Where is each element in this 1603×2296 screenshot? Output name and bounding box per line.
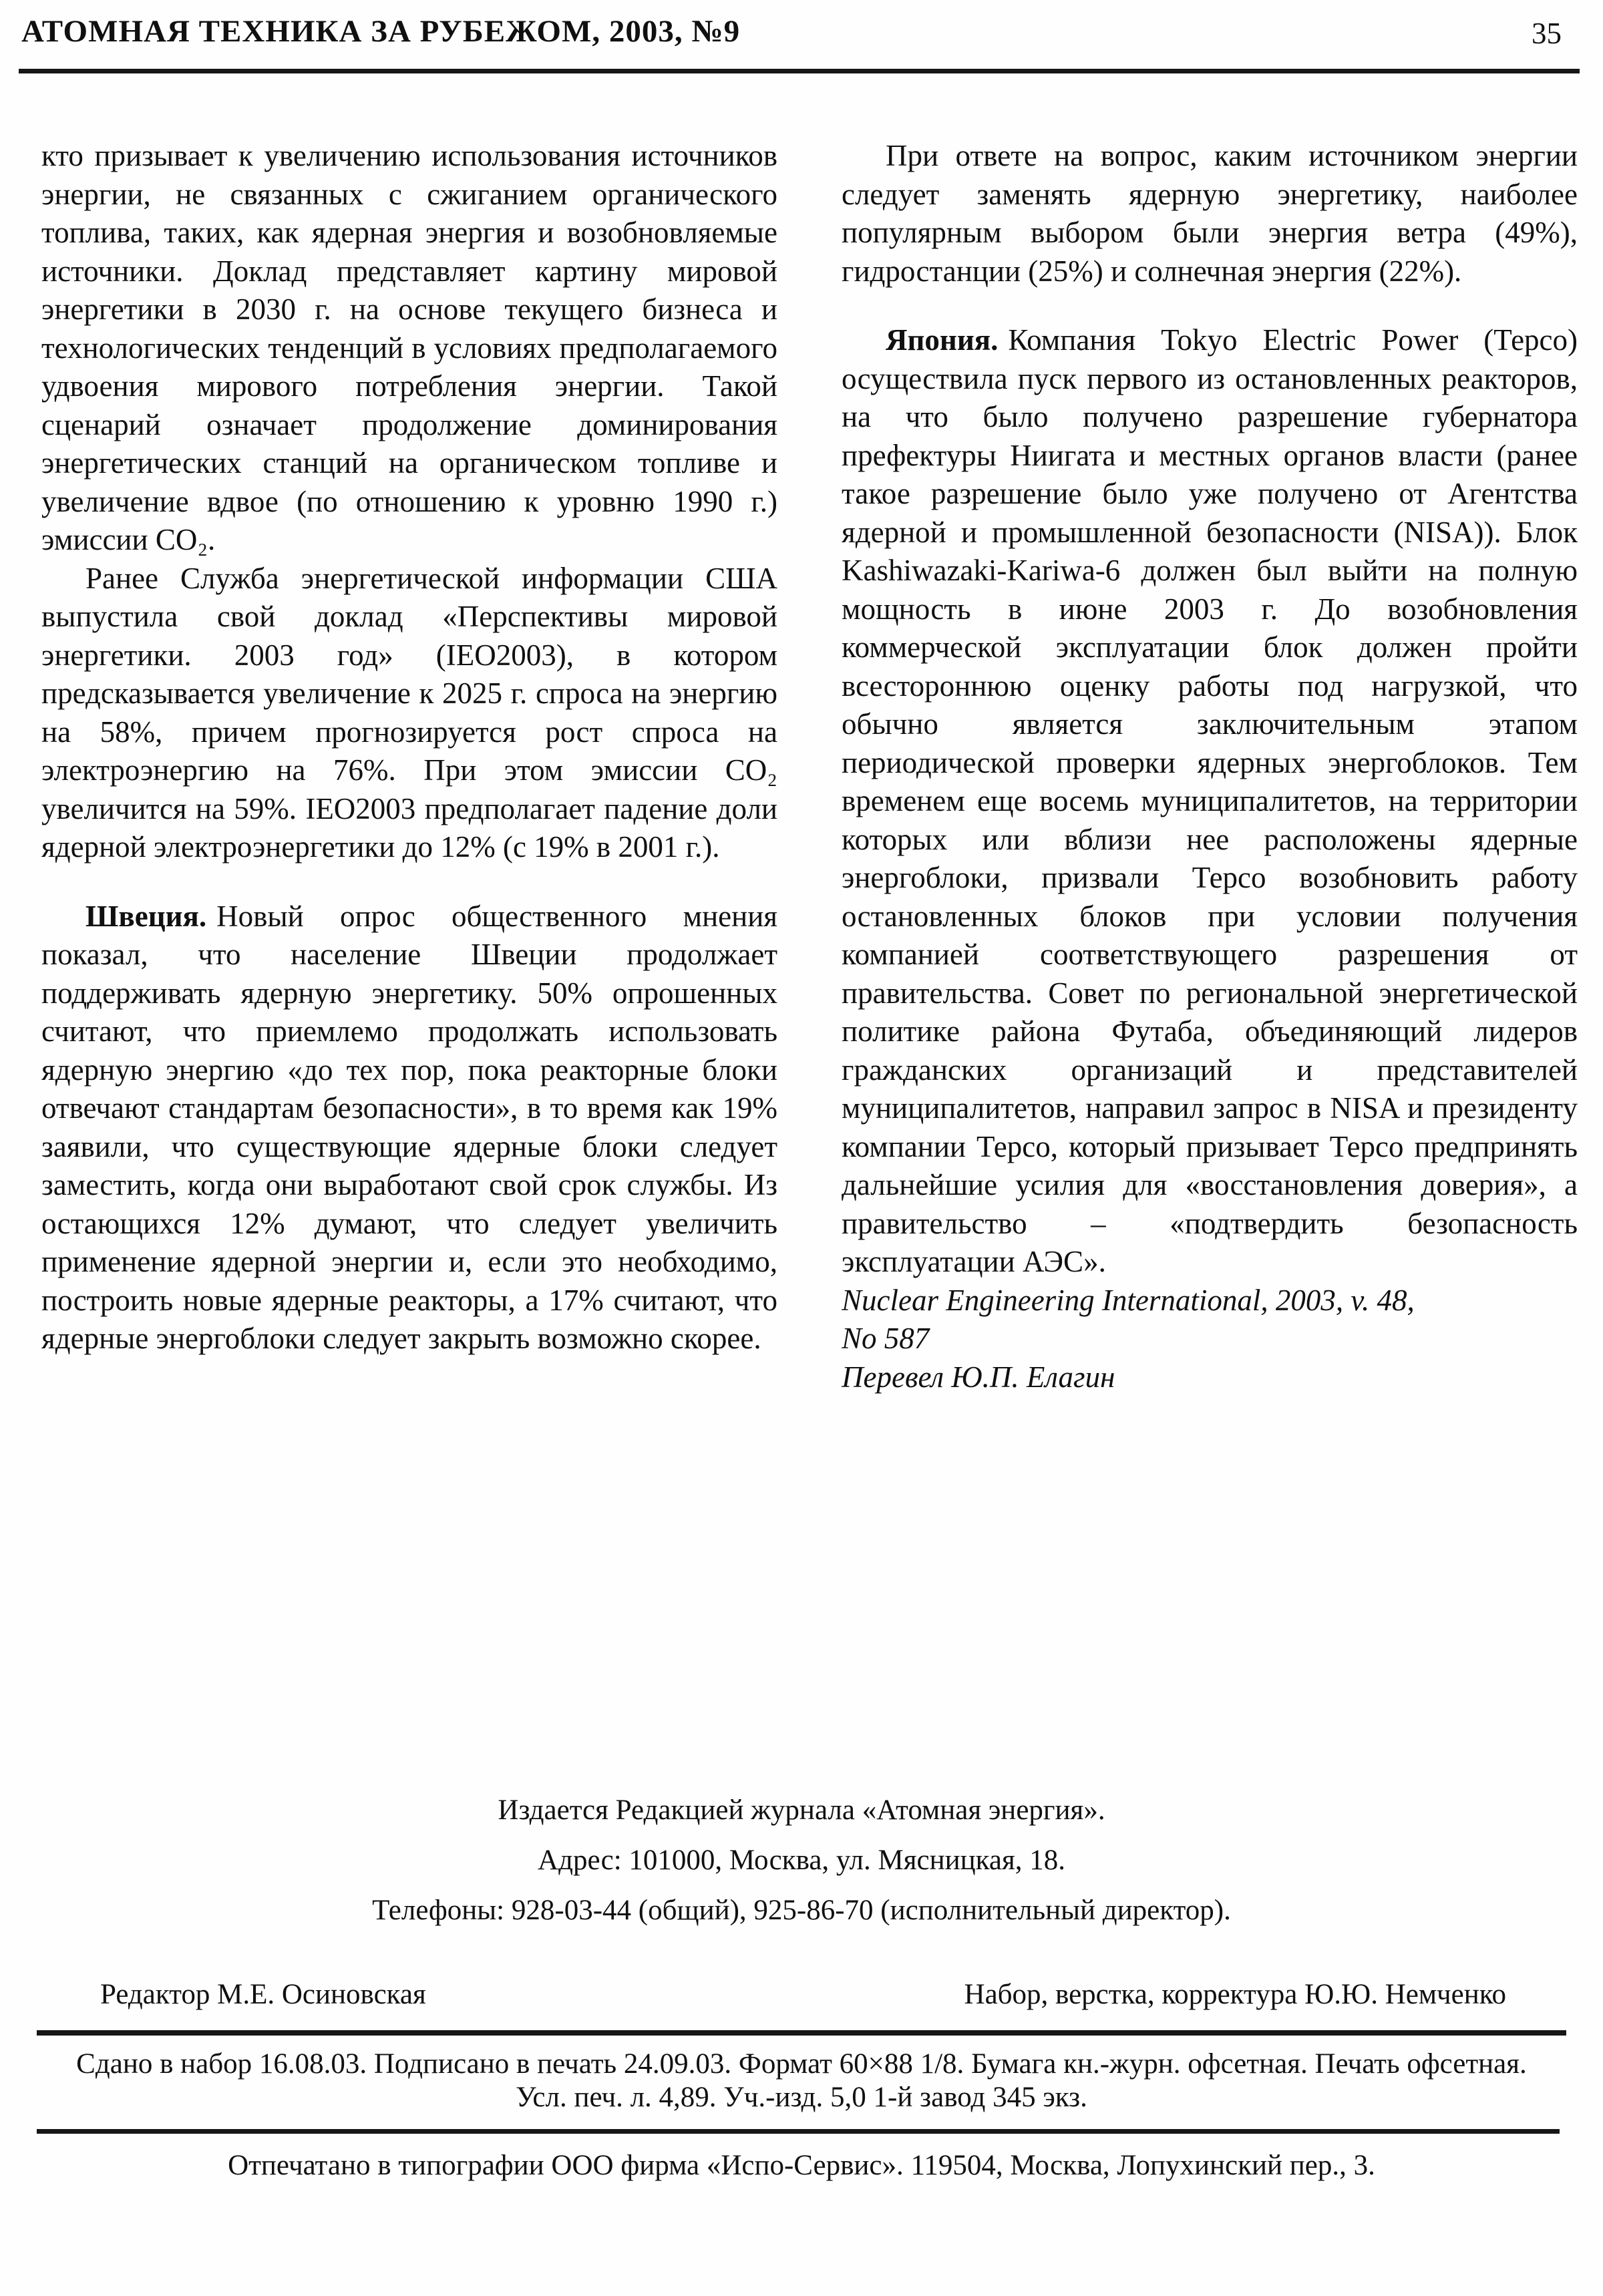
print-info-line1: Сдано в набор 16.08.03. Подписано в печать 24.09.03. Формат 60×88 1/8. Бумага кн.-журн. офсетная. Печать офсетная.	[76, 2048, 1527, 2080]
source-citation-line1: Nuclear Engineering International, 2003, v. 48,	[842, 1283, 1415, 1317]
paragraph: Ранее Служба энергетической информации США выпустила свой доклад «Перспективы мировой энергетики. 2003 год» (IEO2003), в котором предсказывается увеличение к 2025 г. спроса на энергию на 58%, причем прогнозируется рост спроса на электроэнергию на 76%. При этом эмиссии CO₂ увеличится на 59%. IEO2003 предполагает падение доли ядерной электроэнергетики до 12% (с 19% в 2001 г.).	[41, 561, 777, 864]
journal-title: АТОМНАЯ ТЕХНИКА ЗА РУБЕЖОМ, 2003, №9	[21, 14, 741, 49]
paragraph-japan: Япония. Компания Tokyo Electric Power (Терсо) осуществила пуск первого из остановленных реакторов, на что было получено разрешение губернатора префектуры Ниигата и местных органов власти (ранее такое разрешение было уже получено от Агентства ядерной и промышленной безопасности (NISA)). Блок Kashiwazaki-Kariwa-6 должен был выйти на полную мощность в июне 2003 г. До возобновления коммерческой эксплуатации блок должен пройти всестороннюю оценку работы под нагрузкой, что обычно является заключительным этапом периодической проверки ядерных энергоблоков. Тем временем еще восемь муниципалитетов, на территории которых или вблизи нее расположены ядерные энергоблоки, призвали Терсо возобновить работу остановленных блоков при условии получения компанией соответствующего разрешения от правительства. Совет по региональной энергетической политике района Футаба, объединяющий лидеров гражданских организаций и представителей муниципалитетов, направил запрос в NISA и президенту компании Терсо, который призывает Терсо предпринять дальнейшие усилия для «восстановления доверия», а правительство – «подтвердить безопасность эксплуатации АЭС».	[842, 323, 1578, 1278]
paragraph-sweden: Швеция. Новый опрос общественного мнения показал, что население Швеции продолжает поддерживать ядерную энергетику. 50% опрошенных считают, что приемлемо продолжать использовать ядерную энергию «до тех пор, пока реакторные блоки отвечают стандартам безопасности», в то время как 19% заявили, что существующие ядерные блоки следует заместить, когда они выработают свой срок службы. Из остающихся 12% думают, что следует увеличить применение ядерной энергии и, если это необходимо, построить новые ядерные реакторы, а 17% считают, что ядерные энергоблоки следует закрыть возможно скорее.	[41, 899, 777, 1355]
country-lead-sweden: Швеция.	[85, 899, 207, 933]
imprint-block	[0, 1795, 1603, 1945]
left-column	[41, 137, 777, 1396]
source-citation-line2: No 587	[842, 1322, 930, 1355]
typesetting-credit: Набор, верстка, корректура Ю.Ю. Немченко	[964, 1979, 1506, 2010]
paragraph-continuation: кто призывает к увеличению использования источников энергии, не связанных с сжиганием органического топлива, таких, как ядерная энергия и возобновляемые источники. Доклад представляет картину мировой энергетики в 2030 г. на основе текущего бизнеса и технологических тенденций в условиях предполагаемого удвоения мирового потребления энергии. Такой сценарий означает продолжение доминирования энергетических станций на органическом топливе и увеличение вдвое (по отношению к уровню 1990 г.) эмиссии CO₂.	[41, 139, 777, 556]
right-column	[842, 137, 1578, 1396]
imprint-address: Адрес: 101000, Москва, ул. Мясницкая, 18.	[538, 1845, 1065, 1876]
page-number: 35	[1532, 17, 1562, 50]
imprint-rule-bottom	[37, 2129, 1560, 2134]
print-info-line2: Усл. печ. л. 4,89. Уч.-изд. 5,0 1-й завод 345 экз.	[516, 2082, 1087, 2113]
country-lead-japan: Япония.	[886, 323, 999, 357]
article-columns	[41, 137, 1578, 1396]
imprint-publisher: Издается Редакцией журнала «Атомная энергия».	[498, 1794, 1105, 1826]
imprint-phones: Телефоны: 928-03-44 (общий), 925-86-70 (исполнительный директор).	[372, 1895, 1231, 1926]
imprint-rule-top	[37, 2030, 1566, 2036]
print-info-block	[0, 2048, 1603, 2114]
translator-credit: Перевел Ю.П. Елагин	[842, 1360, 1115, 1394]
header-rule	[19, 69, 1580, 73]
paragraph: При ответе на вопрос, каким источником энергии следует заменять ядерную энергетику, наиболее популярным выбором были энергия ветра (49%), гидростанции (25%) и солнечная энергия (22%).	[842, 139, 1578, 288]
editor-credit: Редактор М.Е. Осиновская	[100, 1979, 426, 2010]
editors-row	[100, 1978, 1506, 2011]
printer-credit: Отпечатано в типографии ООО фирма «Испо-Сервис». 119504, Москва, Лопухинский пер., 3.	[228, 2150, 1375, 2181]
